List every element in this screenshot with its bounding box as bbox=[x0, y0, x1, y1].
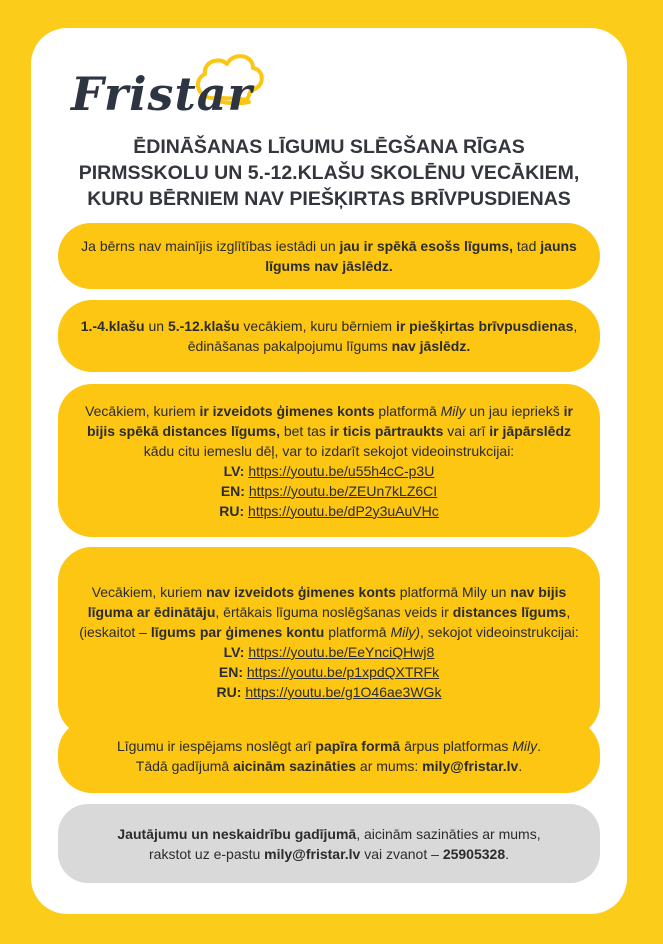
text-fragment: RU: bbox=[219, 502, 245, 519]
text-fragment: Tādā gadījumā bbox=[135, 758, 234, 774]
video-link-row-en bbox=[72, 662, 586, 682]
text-fragment: 1.-4.klašu bbox=[80, 318, 145, 334]
box-text bbox=[72, 736, 586, 756]
video-link-ru[interactable]: https://youtu.be/g1O46ae3WGk bbox=[245, 684, 442, 700]
text-fragment: LV: bbox=[223, 462, 245, 479]
text-fragment: ārpus platformas bbox=[400, 738, 513, 754]
text-fragment: vecākiem, kuru bērniem bbox=[239, 318, 396, 334]
info-box-no-account bbox=[58, 547, 600, 737]
text-fragment: vai arī bbox=[443, 422, 490, 439]
box-text bbox=[72, 824, 586, 844]
video-link-row-lv bbox=[72, 642, 586, 662]
text-fragment: , sekojot videoinstrukcijai: bbox=[420, 624, 579, 640]
text-fragment: . bbox=[537, 738, 542, 754]
box-text bbox=[72, 582, 586, 642]
text-fragment: EN: bbox=[220, 482, 245, 499]
text-fragment: aicinām sazināties bbox=[233, 758, 357, 774]
text-fragment: EN: bbox=[218, 664, 243, 680]
text-fragment: un bbox=[144, 318, 168, 334]
text-fragment: Līgumu ir iespējams noslēgt arī bbox=[116, 738, 316, 754]
text-fragment: LV: bbox=[223, 644, 245, 660]
info-box-free-lunch bbox=[58, 300, 600, 372]
title-line: KURU BĒRNIEM NAV PIEŠĶIRTAS BRĪVPUSDIENAS bbox=[87, 188, 571, 210]
text-fragment: Ja bērns nav mainījis izglītības iestādi un bbox=[81, 238, 340, 254]
video-link-row-ru bbox=[72, 501, 586, 521]
text-fragment: platformā Mily un bbox=[395, 584, 511, 600]
video-link-en[interactable]: https://youtu.be/p1xpdQXTRFk bbox=[246, 664, 440, 680]
title-line: ĒDINĀŠANAS LĪGUMU SLĒGŠANA RĪGAS bbox=[133, 136, 525, 158]
video-link-row-lv bbox=[72, 461, 586, 481]
video-link-row-en bbox=[72, 481, 586, 501]
text-fragment: ir bijis spēkā distances līgums, bbox=[87, 402, 573, 439]
title-line: PIRMSSKOLU UN 5.-12.KLAŠU SKOLĒNU VECĀKIEM, bbox=[78, 162, 580, 184]
text-fragment: kādu citu iemeslu dēļ, var to izdarīt sekojot videoinstrukcijai: bbox=[143, 442, 515, 459]
info-box-contact bbox=[58, 804, 600, 883]
text-fragment: ar mums: bbox=[356, 758, 423, 774]
text-fragment: , ēdināšanas pakalpojumu līgums bbox=[187, 318, 578, 354]
text-fragment: un jau iepriekš bbox=[465, 402, 564, 419]
text-fragment: platformā bbox=[324, 624, 391, 640]
text-fragment: jau ir spēkā esošs līgums, bbox=[339, 238, 514, 254]
text-fragment: Mily) bbox=[390, 624, 420, 640]
text-fragment: RU: bbox=[216, 684, 242, 700]
text-fragment: ir jāpārslēdz bbox=[489, 422, 571, 439]
video-link-row-ru bbox=[72, 682, 586, 702]
text-fragment: . bbox=[505, 845, 509, 862]
text-fragment: jauns līgums nav jāslēdz. bbox=[265, 238, 577, 274]
contact-email: mily@fristar.lv bbox=[264, 845, 361, 862]
info-box-paper-form bbox=[58, 719, 600, 793]
box-text bbox=[72, 401, 586, 461]
text-fragment: bet tas bbox=[279, 422, 330, 439]
text-fragment: . bbox=[518, 758, 523, 774]
text-fragment: ir ticis pārtraukts bbox=[329, 422, 444, 439]
text-fragment: tad bbox=[513, 238, 541, 254]
contact-email: mily@fristar.lv bbox=[422, 758, 519, 774]
box-text bbox=[72, 756, 586, 776]
text-fragment: distances līgums bbox=[452, 604, 567, 620]
box-text bbox=[72, 844, 586, 864]
video-link-lv[interactable]: https://youtu.be/EeYnciQHwj8 bbox=[248, 644, 435, 660]
video-link-en[interactable]: https://youtu.be/ZEUn7kLZ6CI bbox=[248, 482, 438, 499]
info-box-existing-contract bbox=[58, 223, 600, 289]
text-fragment: Jautājumu un neskaidrību gadījumā bbox=[117, 825, 357, 842]
text-fragment: līgums par ģimenes kontu bbox=[150, 624, 325, 640]
text-fragment: , (ieskaitot – bbox=[79, 604, 571, 640]
box-text bbox=[72, 236, 586, 276]
text-fragment: vai zvanot – bbox=[360, 845, 443, 862]
contact-phone: 25905328 bbox=[442, 845, 506, 862]
video-link-lv[interactable]: https://youtu.be/u55h4cC-p3U bbox=[248, 462, 435, 479]
text-fragment: nav bijis līguma ar ēdinātāju bbox=[87, 584, 567, 620]
text-fragment: Mily bbox=[512, 738, 538, 754]
text-fragment: 5.-12.klašu bbox=[167, 318, 240, 334]
info-box-existing-account bbox=[58, 384, 600, 537]
box-text bbox=[72, 316, 586, 356]
text-fragment: Mily bbox=[440, 402, 466, 419]
text-fragment: Vecākiem, kuriem bbox=[85, 402, 200, 419]
page-title bbox=[31, 134, 627, 212]
logo-wordmark: Fristar bbox=[71, 67, 253, 121]
text-fragment: platformā bbox=[374, 402, 441, 419]
text-fragment: nav jāslēdz. bbox=[391, 338, 471, 354]
text-fragment: Vecākiem, kuriem bbox=[91, 584, 207, 600]
info-card bbox=[31, 28, 627, 914]
text-fragment: , ērtākais līguma noslēgšanas veids ir bbox=[215, 604, 453, 620]
text-fragment: nav izveidots ģimenes konts bbox=[206, 584, 396, 600]
video-link-ru[interactable]: https://youtu.be/dP2y3uAuVHc bbox=[248, 502, 439, 519]
text-fragment: ir izveidots ģimenes konts bbox=[199, 402, 375, 419]
text-fragment: ir piešķirtas brīvpusdienas bbox=[395, 318, 574, 334]
text-fragment: , aicinām sazināties ar mums, bbox=[356, 825, 541, 842]
text-fragment: papīra formā bbox=[315, 738, 401, 754]
text-fragment: rakstot uz e-pastu bbox=[149, 845, 265, 862]
